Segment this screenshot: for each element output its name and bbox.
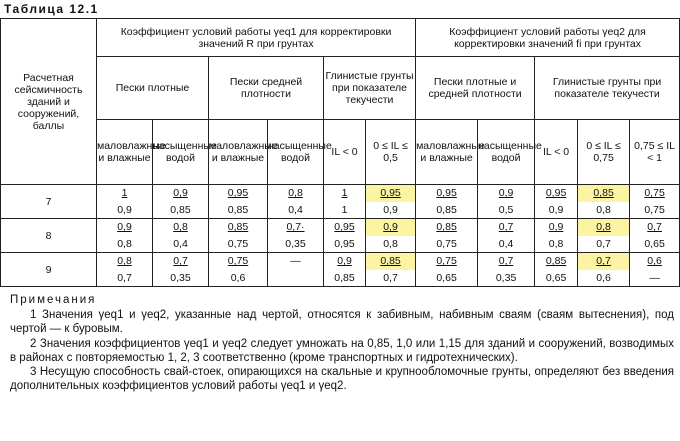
value-top: 0,7 xyxy=(578,253,630,270)
value-bottom: 0,8 xyxy=(578,202,630,219)
value-bottom: 0,6 xyxy=(578,270,630,287)
dense-sands-header: Пески плотные xyxy=(97,57,209,120)
value-bottom: 0,85 xyxy=(153,202,209,219)
value-top: 0,7 xyxy=(630,219,680,236)
col-il-0-05: 0 ≤ IL ≤ 0,5 xyxy=(366,120,416,185)
value-top: 0,95 xyxy=(366,185,416,202)
value-bottom: 0,65 xyxy=(535,270,578,287)
note-item: 1 Значения γeq1 и γeq2, указанные над чертой, относятся к забивным, набивным сваям (сваям вытеснения), под чертой — к буровым. xyxy=(10,309,674,336)
value-top: 0,85 xyxy=(535,253,578,270)
notes-title: Примечания xyxy=(10,294,97,306)
value-top: 0,7 xyxy=(478,219,535,236)
value-top: 0,85 xyxy=(416,219,478,236)
value-top: 0,85 xyxy=(578,185,630,202)
seismicity-cell: 7 xyxy=(1,185,97,219)
col-low-moist-2: маловлажные и влажные xyxy=(209,120,268,185)
table-caption: Таблица 12.1 xyxy=(4,2,99,16)
value-top: 0,75 xyxy=(416,253,478,270)
value-top: 0,6 xyxy=(630,253,680,270)
value-bottom: 0,9 xyxy=(535,202,578,219)
value-top: 0,75 xyxy=(209,253,268,270)
value-top: 0,7 xyxy=(478,253,535,270)
value-bottom: — xyxy=(630,270,680,287)
seismicity-cell: 9 xyxy=(1,253,97,287)
value-bottom: 0,7 xyxy=(97,270,153,287)
seismicity-header: Расчетная сейсмичность зданий и сооружений, баллы xyxy=(1,19,97,185)
seismicity-cell: 8 xyxy=(1,219,97,253)
value-top: 0,9 xyxy=(153,185,209,202)
value-bottom: 0,35 xyxy=(478,270,535,287)
value-top: 0,85 xyxy=(366,253,416,270)
value-top: 0,8 xyxy=(97,253,153,270)
col-saturated-3: насыщенные водой xyxy=(478,120,535,185)
value-bottom: 0,7 xyxy=(578,236,630,253)
value-top: — xyxy=(268,253,324,270)
value-top: 0,8 xyxy=(578,219,630,236)
value-bottom: 0,7 xyxy=(366,270,416,287)
value-bottom: 0,65 xyxy=(416,270,478,287)
col-low-moist: маловлажные и влажные xyxy=(97,120,153,185)
value-bottom: 0,4 xyxy=(478,236,535,253)
clay2-header: Глинистые грунты при показателе текучести xyxy=(535,57,680,120)
value-bottom: 0,9 xyxy=(366,202,416,219)
value-top: 0,9 xyxy=(535,219,578,236)
group2-header: Коэффициент условий работы γeq2 для корректировки значений fi при грунтах xyxy=(416,19,680,57)
value-bottom: 0,4 xyxy=(268,202,324,219)
value-top: 0,7· xyxy=(268,219,324,236)
value-top: 0,95 xyxy=(324,219,366,236)
value-top: 0,8 xyxy=(153,219,209,236)
value-bottom: 0,65 xyxy=(630,236,680,253)
dense-sands2-header: Пески плотные и средней плотности xyxy=(416,57,535,120)
value-top: 0,85 xyxy=(209,219,268,236)
value-bottom: 0,5 xyxy=(478,202,535,219)
value-top: 0,95 xyxy=(416,185,478,202)
col-low-moist-3: маловлажные и влажные xyxy=(416,120,478,185)
value-bottom: 0,6 xyxy=(209,270,268,287)
value-top: 0,9 xyxy=(324,253,366,270)
col-il-lt0: IL < 0 xyxy=(324,120,366,185)
value-bottom: 0,8 xyxy=(97,236,153,253)
value-bottom: 0,8 xyxy=(366,236,416,253)
value-bottom: 0,85 xyxy=(324,270,366,287)
notes-block xyxy=(10,293,674,393)
value-bottom: 1 xyxy=(324,202,366,219)
value-bottom: 0,75 xyxy=(416,236,478,253)
col-il-0-075: 0 ≤ IL ≤ 0,75 xyxy=(578,120,630,185)
note-item: 2 Значения коэффициентов γeq1 и γeq2 следует умножать на 0,85, 1,0 или 1,15 для зданий и сооружений, возводимых в районах с повторяемостью 1, 2, 3 соответственно (кроме транспортных и гидротехнических). xyxy=(10,337,674,364)
value-bottom: 0,85 xyxy=(416,202,478,219)
value-bottom xyxy=(268,270,324,287)
value-bottom: 0,75 xyxy=(209,236,268,253)
value-bottom: 0,75 xyxy=(630,202,680,219)
table-body xyxy=(1,185,680,287)
value-top: 0,7 xyxy=(153,253,209,270)
value-bottom: 0,4 xyxy=(153,236,209,253)
col-saturated-2: насыщенные водой xyxy=(268,120,324,185)
medium-sands-header: Пески средней плотности xyxy=(209,57,324,120)
value-top: 1 xyxy=(97,185,153,202)
col-saturated: насыщенные водой xyxy=(153,120,209,185)
col-il-075-1: 0,75 ≤ IL < 1 xyxy=(630,120,680,185)
value-top: 0,9 xyxy=(97,219,153,236)
value-top: 0,9 xyxy=(478,185,535,202)
col-il-lt0-b: IL < 0 xyxy=(535,120,578,185)
value-top: 0,8 xyxy=(268,185,324,202)
value-bottom: 0,35 xyxy=(268,236,324,253)
note-item: 3 Несущую способность свай-стоек, опирающихся на скальные и крупнообломочные грунты, определяют без введения дополнительных коэффициентов условий работы γeq1 и γeq2. xyxy=(10,366,674,393)
value-top: 0,75 xyxy=(630,185,680,202)
value-top: 0,9 xyxy=(366,219,416,236)
value-bottom: 0,95 xyxy=(324,236,366,253)
value-top: 0,95 xyxy=(209,185,268,202)
value-bottom: 0,9 xyxy=(97,202,153,219)
value-bottom: 0,35 xyxy=(153,270,209,287)
clay1-header: Глинистые грунты при показателе текучести xyxy=(324,57,416,120)
value-bottom: 0,8 xyxy=(535,236,578,253)
value-top: 1 xyxy=(324,185,366,202)
value-top: 0,95 xyxy=(535,185,578,202)
group1-header: Коэффициент условий работы γeq1 для корректировки значений R при грунтах xyxy=(97,19,416,57)
coefficients-table xyxy=(0,18,680,287)
value-bottom: 0,85 xyxy=(209,202,268,219)
